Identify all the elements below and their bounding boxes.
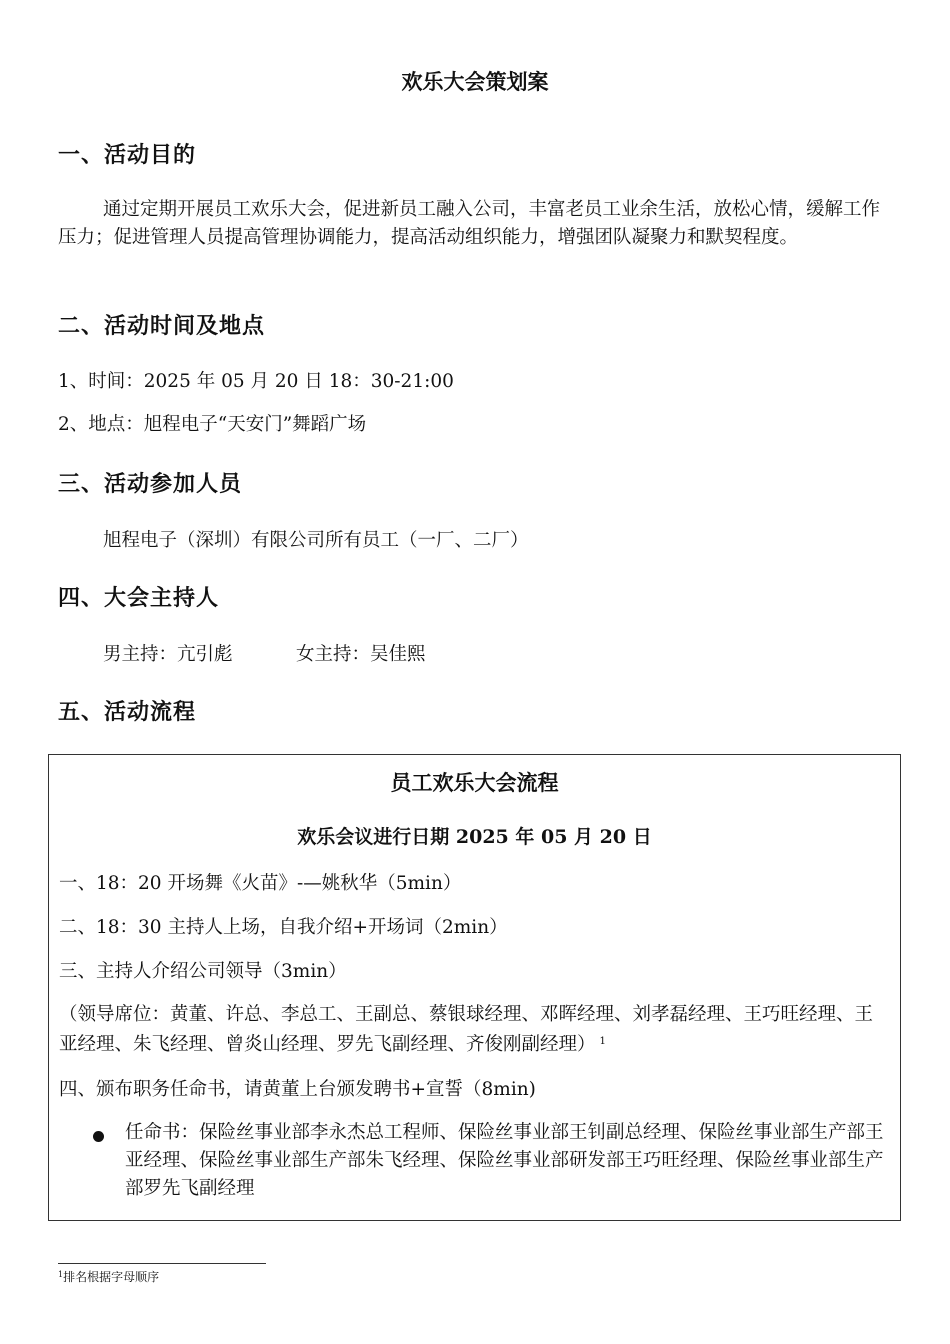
flow-item-3: 三、主持人介绍公司领导（3min） [59,961,347,982]
heading-purpose: 一、活动目的 [58,142,197,168]
purpose-paragraph: 通过定期开展员工欢乐大会，促进新员工融入公司，丰富老员工业余生活，放松心情，缓解工作压力；促进管理人员提高管理协调能力，提高活动组织能力，增强团队凝聚力和默契程度。 [58,199,881,248]
heading-hosts: 四、大会主持人 [58,585,220,611]
footnote [58,1268,159,1285]
male-host: 男主持：亢引彪 [103,644,233,665]
female-host: 女主持：吴佳熙 [296,644,426,665]
footnote-mark: 1 [58,1270,64,1279]
flow-title: 员工欢乐大会流程 [390,770,559,795]
flow-date: 欢乐会议进行日期 2025 年 05 月 20 日 [297,826,652,848]
document-title: 欢乐大会策划案 [401,69,549,94]
heading-process: 五、活动流程 [58,699,197,725]
footnote-reference[interactable]: 1 [599,1036,606,1047]
place-line: 2、地点：旭程电子“天安门”舞蹈广场 [58,414,367,435]
flow-item-2: 二、18：30 主持人上场，自我介绍+开场词（2min） [59,917,508,938]
flow-item-4: 四、颁布职务任命书，请黄董上台颁发聘书+宣誓（8min) [59,1079,536,1100]
footnote-text: 排名根据字母顺序 [63,1270,160,1284]
participants-line: 旭程电子（深圳）有限公司所有员工（一厂、二厂） [103,530,529,551]
appointment-bullet: 任命书：保险丝事业部李永杰总工程师、保险丝事业部王钊副总经理、保险丝事业部生产部王亚经理、保险丝事业部生产部朱飞经理、保险丝事业部研发部王巧旺经理、保险丝事业部生产部罗先飞副经理 [125,1122,884,1199]
footnote-separator [58,1263,266,1264]
time-line: 1、时间：2025 年 05 月 20 日 18：30-21:00 [58,371,454,392]
leaders-text: （领导席位：黄董、许总、李总工、王副总、蔡银球经理、邓晖经理、刘孝磊经理、王巧旺经理、王亚经理、朱飞经理、曾炎山经理、罗先飞副经理、齐俊刚副经理） [59,1004,874,1055]
heading-time-place: 二、活动时间及地点 [58,313,266,339]
leaders-paragraph [59,1001,889,1058]
heading-participants: 三、活动参加人员 [58,471,243,497]
bullet-icon [93,1131,104,1142]
flow-item-1: 一、18：20 开场舞《火苗》-—姚秋华（5min） [59,873,462,894]
